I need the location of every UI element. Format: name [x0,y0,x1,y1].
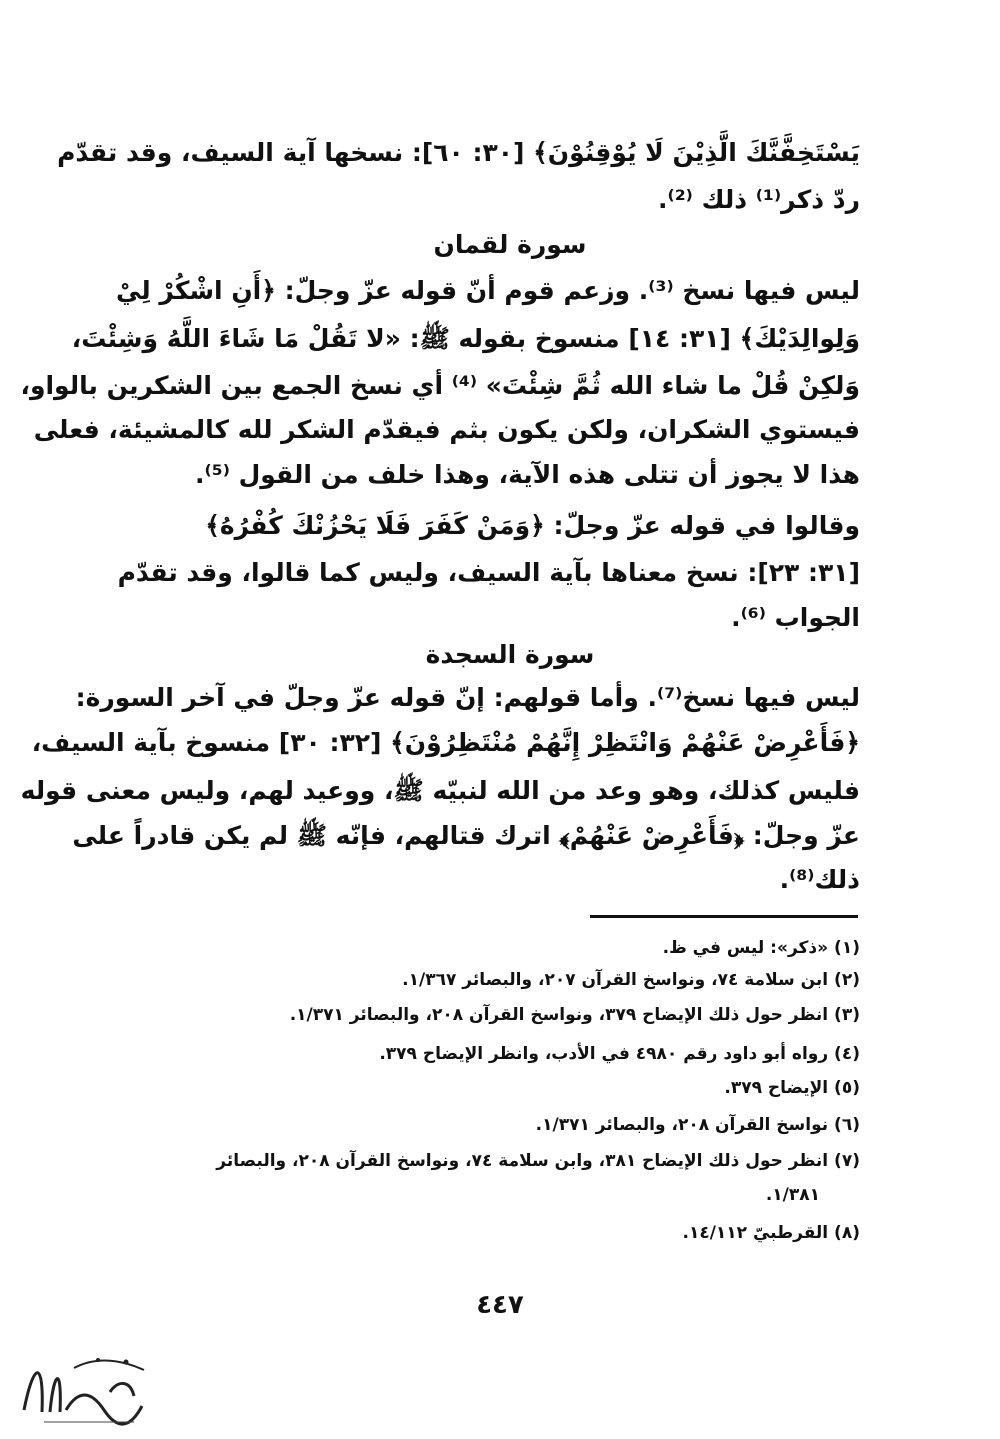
text-line-5: وَلكِنْ قُلْ ما شاء الله ثُمَّ شِئْتَ» ⁽⁴⁾ أي نسخ الجمع بين الشكرين بالواو، [20,371,860,400]
footnote-7: (٧) انظر حول ذلك الإيضاح ٣٨١، وابن سلامة ٧٤، ونواسخ القرآن ٢٠٨، والبصائر [216,1151,860,1171]
text-line-14: عزّ وجلّ: ﴿فَأَعْرِضْ عَنْهُمْ﴾ اترك قتالهم، فإنّه ﷺ لم يكن قادراً على [72,821,860,850]
footnote-separator [590,915,858,918]
footnote-6: (٦) نواسخ القرآن ٢٠٨، والبصائر ١/٣٧١. [535,1115,860,1135]
footnote-8: (٨) القرطبيّ ١٤/١١٢. [682,1223,860,1243]
text-line-2: ردّ ذكر⁽¹⁾ ذلك ⁽²⁾. [658,185,860,214]
text-line-7: هذا لا يجوز أن تتلى هذه الآية، وهذا خلف من القول ⁽⁵⁾. [195,460,860,489]
text-line-9: [٣١: ٢٣]: نسخ معناها بآية السيف، وليس كما قالوا، وقد تقدّم [117,558,860,587]
text-line-3: ليس فيها نسخ ⁽³⁾. وزعم قوم أنّ قوله عزّ وجلّ: ﴿أَنِ اشْكُرْ لِيْ [115,276,860,305]
footnote-3: (٣) انظر حول ذلك الإيضاح ٣٧٩، ونواسخ القرآن ٢٠٨، والبصائر ١/٣٧١. [289,1005,860,1025]
text-line-15: ذلك⁽⁸⁾. [779,865,860,894]
surah-heading-sajdah: سورة السجدة [425,640,595,669]
calligraphy-logo [14,1340,164,1428]
text-line-6: فيستوي الشكران، ولكن يكون بثم فيقدّم الشكر لله كالمشيئة، فعلى [33,415,860,444]
text-line-12: ﴿فَأَعْرِضْ عَنْهُمْ وَانْتَظِرْ إِنَّهُمْ مُنْتَظِرُوْنَ﴾ [٣٢: ٣٠] منسوخ بآية السيف، [31,728,860,757]
page-number: ٤٤٧ [476,1290,524,1320]
footnote-2: (٢) ابن سلامة ٧٤، ونواسخ القرآن ٢٠٧، والبصائر ١/٣٦٧. [402,970,860,990]
text-line-10: الجواب ⁽⁶⁾. [731,603,860,632]
text-line-1: يَسْتَخِفَّنَّكَ الَّذِيْنَ لَا يُوْقِنُوْنَ﴾ [٣٠: ٦٠]: نسخها آية السيف، وقد تقدّم [57,138,860,167]
surah-heading-luqman: سورة لقمان [433,230,587,259]
footnote-1: (١) «ذكر»: ليس في ظ. [662,938,860,958]
text-line-11: ليس فيها نسخ⁽⁷⁾. وأما قولهم: إنّ قوله عزّ وجلّ في آخر السورة: [75,683,860,712]
text-line-4: وَلِوالِدَيْكَ﴾ [٣١: ١٤] منسوخ بقوله ﷺ: «لا تَقُلْ مَا شَاءَ اللَّهُ وَشِئْتَ، [71,324,860,353]
footnote-7-continued: ١/٣٨١. [765,1185,820,1205]
footnote-4: (٤) رواه أبو داود رقم ٤٩٨٠ في الأدب، وانظر الإيضاح ٣٧٩. [379,1044,860,1064]
text-line-8: وقالوا في قوله عزّ وجلّ: ﴿وَمَنْ كَفَرَ فَلَا يَحْزُنْكَ كُفْرُهُ﴾ [205,511,860,540]
footnote-5: (٥) الإيضاح ٣٧٩. [724,1078,860,1098]
text-line-13: فليس كذلك، وهو وعد من الله لنبيّه ﷺ، ووعيد لهم، وليس معنى قوله [20,776,860,805]
